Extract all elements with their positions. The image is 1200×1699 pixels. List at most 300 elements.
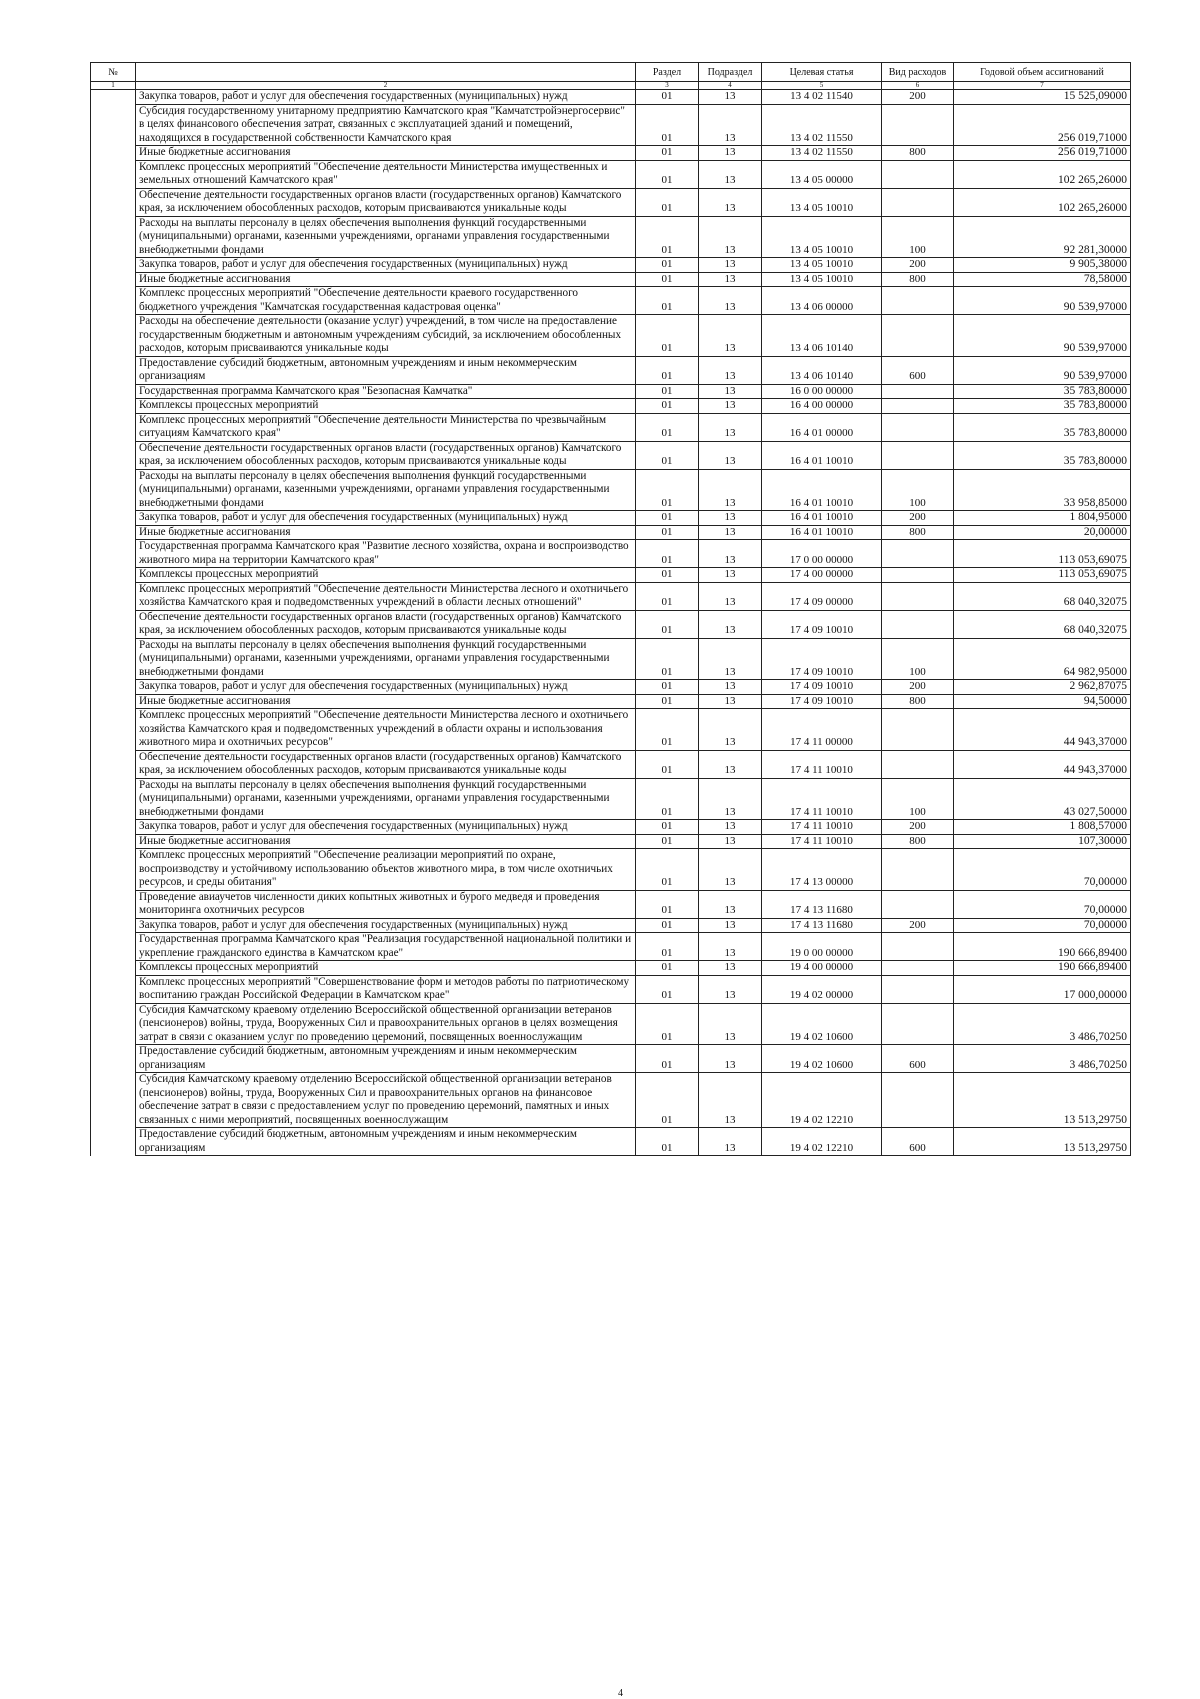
row-podrazdel-cell: 13: [699, 849, 762, 891]
table-row: [91, 356, 1131, 384]
row-podrazdel-cell: 13: [699, 975, 762, 1003]
row-podrazdel-cell: 13: [699, 638, 762, 680]
row-razdel-cell: 01: [636, 918, 699, 933]
row-target-cell: 16 0 00 00000: [762, 384, 882, 399]
row-type-cell: [882, 413, 954, 441]
row-amount-cell: 113 053,69075: [954, 540, 1131, 568]
header-razdel: Раздел: [636, 63, 699, 82]
row-amount-cell: 256 019,71000: [954, 104, 1131, 146]
row-amount-cell: 44 943,37000: [954, 709, 1131, 751]
row-podrazdel-cell: 13: [699, 918, 762, 933]
row-target-cell: 13 4 05 10010: [762, 216, 882, 258]
row-razdel-cell: 01: [636, 890, 699, 918]
table-row: [91, 820, 1131, 835]
row-number-cell: [91, 582, 136, 610]
row-razdel-cell: 01: [636, 1003, 699, 1045]
row-name-cell: Субсидия государственному унитарному предприятию Камчатского края "Камчатстройэнергосервис" в целях финансового обеспечения затрат, связанных с эксплуатацией зданий и помещений, находящихся в государственной собственности Камчатского края: [136, 104, 636, 146]
row-target-cell: 17 4 11 10010: [762, 820, 882, 835]
row-number-cell: [91, 1128, 136, 1156]
row-type-cell: 200: [882, 258, 954, 273]
row-number-cell: [91, 104, 136, 146]
row-name-cell: Государственная программа Камчатского края "Развитие лесного хозяйства, охрана и воспроизводство животного мира на территории Камчатского края": [136, 540, 636, 568]
row-type-cell: 800: [882, 834, 954, 849]
row-name-cell: Иные бюджетные ассигнования: [136, 834, 636, 849]
row-amount-cell: 256 019,71000: [954, 146, 1131, 161]
row-target-cell: 17 4 11 10010: [762, 750, 882, 778]
row-target-cell: 19 4 02 12210: [762, 1128, 882, 1156]
row-target-cell: 19 4 02 00000: [762, 975, 882, 1003]
row-type-cell: [882, 750, 954, 778]
row-number-cell: [91, 216, 136, 258]
row-number-cell: [91, 384, 136, 399]
row-target-cell: 17 4 00 00000: [762, 568, 882, 583]
budget-table-sheet: [90, 62, 1130, 1156]
row-target-cell: 19 4 00 00000: [762, 961, 882, 976]
row-target-cell: 17 4 09 10010: [762, 694, 882, 709]
row-name-cell: Государственная программа Камчатского края "Реализация государственной национальной политики и укрепление гражданского единства в Камчатском крае": [136, 933, 636, 961]
row-number-cell: [91, 287, 136, 315]
row-type-cell: [882, 188, 954, 216]
row-razdel-cell: 01: [636, 146, 699, 161]
row-podrazdel-cell: 13: [699, 90, 762, 105]
row-podrazdel-cell: 13: [699, 540, 762, 568]
row-type-cell: [882, 399, 954, 414]
row-name-cell: Субсидия Камчатскому краевому отделению Всероссийской общественной организации ветеранов (пенсионеров) войны, труда, Вооруженных Сил и правоохранительных органов на финансовое обеспечение затрат в связи с предоставлением услуг по проведению церемоний, памятных и иных связанных с ними мероприятий, посвященных военнослужащим: [136, 1073, 636, 1128]
row-type-cell: 200: [882, 511, 954, 526]
row-type-cell: 600: [882, 1128, 954, 1156]
row-name-cell: Обеспечение деятельности государственных органов власти (государственных органов) Камчатского края, за исключением обособленных расходов, которым присваиваются уникальные коды: [136, 610, 636, 638]
row-type-cell: 200: [882, 680, 954, 695]
row-target-cell: 13 4 05 10010: [762, 272, 882, 287]
row-type-cell: 200: [882, 820, 954, 835]
row-razdel-cell: 01: [636, 582, 699, 610]
table-row: [91, 146, 1131, 161]
row-amount-cell: 90 539,97000: [954, 356, 1131, 384]
row-amount-cell: 70,00000: [954, 890, 1131, 918]
row-number-cell: [91, 188, 136, 216]
row-target-cell: 17 4 09 10010: [762, 638, 882, 680]
row-name-cell: Предоставление субсидий бюджетным, автономным учреждениям и иным некоммерческим организациям: [136, 1045, 636, 1073]
row-name-cell: Иные бюджетные ассигнования: [136, 525, 636, 540]
row-amount-cell: 68 040,32075: [954, 582, 1131, 610]
row-podrazdel-cell: 13: [699, 961, 762, 976]
table-row: [91, 413, 1131, 441]
row-target-cell: 16 4 01 10010: [762, 525, 882, 540]
row-razdel-cell: 01: [636, 356, 699, 384]
page-number: 4: [618, 1688, 623, 1699]
table-row: [91, 1073, 1131, 1128]
row-amount-cell: 102 265,26000: [954, 160, 1131, 188]
row-number-cell: [91, 750, 136, 778]
row-name-cell: Иные бюджетные ассигнования: [136, 146, 636, 161]
row-target-cell: 19 4 02 12210: [762, 1073, 882, 1128]
row-amount-cell: 102 265,26000: [954, 188, 1131, 216]
row-name-cell: Расходы на выплаты персоналу в целях обеспечения выполнения функций государственными (муниципальными) органами, казенными учреждениями, органами управления государственными внебюджетными фондами: [136, 638, 636, 680]
row-razdel-cell: 01: [636, 709, 699, 751]
table-row: [91, 778, 1131, 820]
row-number-cell: [91, 680, 136, 695]
table-body: [91, 90, 1131, 1156]
row-number-cell: [91, 975, 136, 1003]
row-razdel-cell: 01: [636, 258, 699, 273]
row-name-cell: Комплекс процессных мероприятий "Обеспечение деятельности Министерства лесного и охотничьего хозяйства Камчатского края и подведомственных учреждений в области лесных отношений": [136, 582, 636, 610]
row-name-cell: Комплексы процессных мероприятий: [136, 568, 636, 583]
row-name-cell: Расходы на выплаты персоналу в целях обеспечения выполнения функций государственными (муниципальными) органами, казенными учреждениями, органами управления государственными внебюджетными фондами: [136, 778, 636, 820]
row-target-cell: 13 4 02 11550: [762, 146, 882, 161]
row-podrazdel-cell: 13: [699, 582, 762, 610]
header-amount: Годовой объем ассигнований: [954, 63, 1131, 82]
column-number-row: [91, 82, 1131, 90]
row-razdel-cell: 01: [636, 287, 699, 315]
row-name-cell: Обеспечение деятельности государственных органов власти (государственных органов) Камчатского края, за исключением обособленных расходов, которым присваиваются уникальные коды: [136, 750, 636, 778]
table-row: [91, 582, 1131, 610]
row-number-cell: [91, 568, 136, 583]
row-target-cell: 19 4 02 10600: [762, 1045, 882, 1073]
row-razdel-cell: 01: [636, 104, 699, 146]
row-amount-cell: 33 958,85000: [954, 469, 1131, 511]
row-number-cell: [91, 540, 136, 568]
row-type-cell: [882, 160, 954, 188]
row-name-cell: Комплекс процессных мероприятий "Обеспечение деятельности Министерства лесного и охотничьего хозяйства Камчатского края и подведомственных учреждений в области охраны и использования животного мира и охотничьих ресурсов": [136, 709, 636, 751]
row-podrazdel-cell: 13: [699, 820, 762, 835]
table-row: [91, 1128, 1131, 1156]
row-target-cell: 16 4 01 00000: [762, 413, 882, 441]
row-target-cell: 17 4 11 10010: [762, 778, 882, 820]
row-target-cell: 16 4 01 10010: [762, 511, 882, 526]
row-podrazdel-cell: 13: [699, 568, 762, 583]
row-podrazdel-cell: 13: [699, 750, 762, 778]
row-podrazdel-cell: 13: [699, 1003, 762, 1045]
row-amount-cell: 78,58000: [954, 272, 1131, 287]
row-podrazdel-cell: 13: [699, 1073, 762, 1128]
row-target-cell: 13 4 06 10140: [762, 356, 882, 384]
row-type-cell: 800: [882, 525, 954, 540]
row-amount-cell: 90 539,97000: [954, 287, 1131, 315]
table-header-row: [91, 63, 1131, 82]
row-razdel-cell: 01: [636, 525, 699, 540]
row-podrazdel-cell: 13: [699, 1128, 762, 1156]
row-type-cell: 800: [882, 272, 954, 287]
row-podrazdel-cell: 13: [699, 356, 762, 384]
row-number-cell: [91, 441, 136, 469]
row-razdel-cell: 01: [636, 413, 699, 441]
row-razdel-cell: 01: [636, 568, 699, 583]
row-name-cell: Комплексы процессных мероприятий: [136, 399, 636, 414]
table-row: [91, 750, 1131, 778]
row-number-cell: [91, 272, 136, 287]
row-amount-cell: 92 281,30000: [954, 216, 1131, 258]
row-target-cell: 17 4 09 00000: [762, 582, 882, 610]
row-podrazdel-cell: 13: [699, 610, 762, 638]
row-type-cell: [882, 540, 954, 568]
row-number-cell: [91, 918, 136, 933]
row-number-cell: [91, 1045, 136, 1073]
row-amount-cell: 1 808,57000: [954, 820, 1131, 835]
row-target-cell: 17 0 00 00000: [762, 540, 882, 568]
row-razdel-cell: 01: [636, 384, 699, 399]
header-podrazdel: Подраздел: [699, 63, 762, 82]
row-number-cell: [91, 610, 136, 638]
table-row: [91, 399, 1131, 414]
row-razdel-cell: 01: [636, 1128, 699, 1156]
row-razdel-cell: 01: [636, 778, 699, 820]
row-name-cell: Иные бюджетные ассигнования: [136, 272, 636, 287]
row-podrazdel-cell: 13: [699, 778, 762, 820]
row-target-cell: 17 4 13 00000: [762, 849, 882, 891]
col-number: 3: [636, 82, 699, 90]
row-target-cell: 17 4 13 11680: [762, 918, 882, 933]
row-target-cell: 17 4 09 10010: [762, 680, 882, 695]
row-number-cell: [91, 146, 136, 161]
row-amount-cell: 2 962,87075: [954, 680, 1131, 695]
table-row: [91, 918, 1131, 933]
row-type-cell: [882, 890, 954, 918]
row-name-cell: Проведение авиаучетов численности диких копытных животных и бурого медведя и проведения мониторинга охотничьих ресурсов: [136, 890, 636, 918]
row-target-cell: 17 4 11 10010: [762, 834, 882, 849]
table-row: [91, 188, 1131, 216]
row-number-cell: [91, 890, 136, 918]
row-type-cell: [882, 709, 954, 751]
row-type-cell: 800: [882, 146, 954, 161]
row-podrazdel-cell: 13: [699, 933, 762, 961]
row-podrazdel-cell: 13: [699, 188, 762, 216]
row-target-cell: 13 4 02 11550: [762, 104, 882, 146]
row-razdel-cell: 01: [636, 694, 699, 709]
row-podrazdel-cell: 13: [699, 258, 762, 273]
row-name-cell: Закупка товаров, работ и услуг для обеспечения государственных (муниципальных) нужд: [136, 511, 636, 526]
table-row: [91, 384, 1131, 399]
row-amount-cell: 70,00000: [954, 918, 1131, 933]
budget-table: [90, 62, 1131, 1156]
row-podrazdel-cell: 13: [699, 315, 762, 357]
table-row: [91, 90, 1131, 105]
row-amount-cell: 107,30000: [954, 834, 1131, 849]
row-name-cell: Предоставление субсидий бюджетным, автономным учреждениям и иным некоммерческим организациям: [136, 1128, 636, 1156]
table-row: [91, 104, 1131, 146]
row-amount-cell: 35 783,80000: [954, 384, 1131, 399]
row-number-cell: [91, 258, 136, 273]
row-razdel-cell: 01: [636, 1073, 699, 1128]
row-number-cell: [91, 413, 136, 441]
col-number: 4: [699, 82, 762, 90]
row-type-cell: [882, 568, 954, 583]
col-number: 5: [762, 82, 882, 90]
row-amount-cell: 190 666,89400: [954, 933, 1131, 961]
row-razdel-cell: 01: [636, 610, 699, 638]
table-row: [91, 680, 1131, 695]
table-row: [91, 568, 1131, 583]
row-amount-cell: 113 053,69075: [954, 568, 1131, 583]
row-number-cell: [91, 469, 136, 511]
row-amount-cell: 70,00000: [954, 849, 1131, 891]
row-name-cell: Расходы на обеспечение деятельности (оказание услуг) учреждений, в том числе на предоставление государственным бюджетным и автономным учреждениям субсидий, за исключением обособленных расходов, которым присваиваются уникальные коды: [136, 315, 636, 357]
table-row: [91, 694, 1131, 709]
row-number-cell: [91, 399, 136, 414]
table-row: [91, 216, 1131, 258]
row-amount-cell: 20,00000: [954, 525, 1131, 540]
table-row: [91, 525, 1131, 540]
row-name-cell: Закупка товаров, работ и услуг для обеспечения государственных (муниципальных) нужд: [136, 680, 636, 695]
row-amount-cell: 3 486,70250: [954, 1045, 1131, 1073]
table-row: [91, 511, 1131, 526]
row-name-cell: Расходы на выплаты персоналу в целях обеспечения выполнения функций государственными (муниципальными) органами, казенными учреждениями, органами управления государственными внебюджетными фондами: [136, 216, 636, 258]
table-row: [91, 540, 1131, 568]
row-number-cell: [91, 511, 136, 526]
header-name: [136, 63, 636, 82]
row-target-cell: 13 4 05 10010: [762, 188, 882, 216]
row-name-cell: Предоставление субсидий бюджетным, автономным учреждениям и иным некоммерческим организациям: [136, 356, 636, 384]
row-razdel-cell: 01: [636, 441, 699, 469]
row-name-cell: Комплекс процессных мероприятий "Обеспечение деятельности краевого государственного бюджетного учреждения "Камчатская государственная кадастровая оценка": [136, 287, 636, 315]
row-amount-cell: 13 513,29750: [954, 1073, 1131, 1128]
row-target-cell: 13 4 05 10010: [762, 258, 882, 273]
row-razdel-cell: 01: [636, 750, 699, 778]
row-name-cell: Обеспечение деятельности государственных органов власти (государственных органов) Камчатского края, за исключением обособленных расходов, которым присваиваются уникальные коды: [136, 188, 636, 216]
row-name-cell: Комплекс процессных мероприятий "Обеспечение деятельности Министерства по чрезвычайным ситуациям Камчатского края": [136, 413, 636, 441]
row-type-cell: [882, 1073, 954, 1128]
row-type-cell: 100: [882, 778, 954, 820]
row-type-cell: [882, 961, 954, 976]
row-type-cell: [882, 287, 954, 315]
table-row: [91, 441, 1131, 469]
header-type: Вид расходов: [882, 63, 954, 82]
row-type-cell: [882, 315, 954, 357]
row-razdel-cell: 01: [636, 511, 699, 526]
row-podrazdel-cell: 13: [699, 890, 762, 918]
table-row: [91, 933, 1131, 961]
row-target-cell: 17 4 09 10010: [762, 610, 882, 638]
table-row: [91, 272, 1131, 287]
row-amount-cell: 90 539,97000: [954, 315, 1131, 357]
row-type-cell: [882, 933, 954, 961]
table-row: [91, 160, 1131, 188]
row-type-cell: [882, 610, 954, 638]
row-amount-cell: 35 783,80000: [954, 441, 1131, 469]
row-podrazdel-cell: 13: [699, 441, 762, 469]
row-number-cell: [91, 525, 136, 540]
row-name-cell: Закупка товаров, работ и услуг для обеспечения государственных (муниципальных) нужд: [136, 90, 636, 105]
row-razdel-cell: 01: [636, 961, 699, 976]
table-row: [91, 709, 1131, 751]
row-podrazdel-cell: 13: [699, 287, 762, 315]
row-number-cell: [91, 694, 136, 709]
table-row: [91, 1003, 1131, 1045]
row-razdel-cell: 01: [636, 272, 699, 287]
row-number-cell: [91, 961, 136, 976]
col-number: 1: [91, 82, 136, 90]
row-amount-cell: 17 000,00000: [954, 975, 1131, 1003]
row-amount-cell: 9 905,38000: [954, 258, 1131, 273]
row-type-cell: [882, 582, 954, 610]
row-razdel-cell: 01: [636, 399, 699, 414]
row-podrazdel-cell: 13: [699, 216, 762, 258]
table-row: [91, 469, 1131, 511]
row-razdel-cell: 01: [636, 820, 699, 835]
row-type-cell: [882, 384, 954, 399]
row-razdel-cell: 01: [636, 1045, 699, 1073]
row-podrazdel-cell: 13: [699, 384, 762, 399]
row-target-cell: 13 4 05 00000: [762, 160, 882, 188]
row-type-cell: [882, 975, 954, 1003]
row-podrazdel-cell: 13: [699, 680, 762, 695]
row-name-cell: Государственная программа Камчатского края "Безопасная Камчатка": [136, 384, 636, 399]
row-razdel-cell: 01: [636, 834, 699, 849]
header-num: №: [91, 63, 136, 82]
row-number-cell: [91, 638, 136, 680]
row-podrazdel-cell: 13: [699, 469, 762, 511]
row-razdel-cell: 01: [636, 680, 699, 695]
row-razdel-cell: 01: [636, 315, 699, 357]
row-razdel-cell: 01: [636, 975, 699, 1003]
table-row: [91, 1045, 1131, 1073]
row-type-cell: 800: [882, 694, 954, 709]
row-podrazdel-cell: 13: [699, 525, 762, 540]
row-number-cell: [91, 933, 136, 961]
row-razdel-cell: 01: [636, 638, 699, 680]
row-razdel-cell: 01: [636, 160, 699, 188]
row-type-cell: 100: [882, 216, 954, 258]
row-razdel-cell: 01: [636, 469, 699, 511]
row-podrazdel-cell: 13: [699, 413, 762, 441]
row-razdel-cell: 01: [636, 216, 699, 258]
row-amount-cell: 1 804,95000: [954, 511, 1131, 526]
row-podrazdel-cell: 13: [699, 399, 762, 414]
row-type-cell: 100: [882, 469, 954, 511]
header-target: Целевая статья: [762, 63, 882, 82]
row-name-cell: Комплекс процессных мероприятий "Обеспечение реализации мероприятий по охране, воспроизводству и устойчивому использованию объектов животного мира, в том числе охотничьих ресурсов, и среды обитания": [136, 849, 636, 891]
row-target-cell: 19 0 00 00000: [762, 933, 882, 961]
row-number-cell: [91, 315, 136, 357]
row-type-cell: 600: [882, 1045, 954, 1073]
col-number: 7: [954, 82, 1131, 90]
row-razdel-cell: 01: [636, 188, 699, 216]
table-row: [91, 610, 1131, 638]
row-type-cell: [882, 441, 954, 469]
table-row: [91, 975, 1131, 1003]
row-amount-cell: 94,50000: [954, 694, 1131, 709]
table-row: [91, 287, 1131, 315]
row-type-cell: [882, 849, 954, 891]
row-number-cell: [91, 90, 136, 105]
row-target-cell: 19 4 02 10600: [762, 1003, 882, 1045]
row-number-cell: [91, 778, 136, 820]
row-name-cell: Субсидия Камчатскому краевому отделению Всероссийской общественной организации ветеранов (пенсионеров) войны, труда, Вооруженных Сил и правоохранительных органов в целях возмещения затрат в связи с оказанием услуг по проведению церемоний, посвященных военнослужащим: [136, 1003, 636, 1045]
row-target-cell: 13 4 06 10140: [762, 315, 882, 357]
row-name-cell: Иные бюджетные ассигнования: [136, 694, 636, 709]
row-name-cell: Закупка товаров, работ и услуг для обеспечения государственных (муниципальных) нужд: [136, 918, 636, 933]
row-razdel-cell: 01: [636, 933, 699, 961]
row-number-cell: [91, 849, 136, 891]
row-number-cell: [91, 709, 136, 751]
row-type-cell: [882, 104, 954, 146]
row-amount-cell: 35 783,80000: [954, 413, 1131, 441]
row-name-cell: Комплекс процессных мероприятий "Обеспечение деятельности Министерства имущественных и земельных отношений Камчатского края": [136, 160, 636, 188]
row-type-cell: 600: [882, 356, 954, 384]
row-podrazdel-cell: 13: [699, 1045, 762, 1073]
row-razdel-cell: 01: [636, 849, 699, 891]
row-amount-cell: 35 783,80000: [954, 399, 1131, 414]
row-podrazdel-cell: 13: [699, 146, 762, 161]
row-target-cell: 13 4 06 00000: [762, 287, 882, 315]
table-row: [91, 890, 1131, 918]
row-type-cell: 200: [882, 918, 954, 933]
row-name-cell: Комплекс процессных мероприятий "Совершенствование форм и методов работы по патриотическому воспитанию граждан Российской Федерации в Камчатском крае": [136, 975, 636, 1003]
table-row: [91, 834, 1131, 849]
row-target-cell: 13 4 02 11540: [762, 90, 882, 105]
row-razdel-cell: 01: [636, 90, 699, 105]
row-amount-cell: 190 666,89400: [954, 961, 1131, 976]
row-podrazdel-cell: 13: [699, 272, 762, 287]
